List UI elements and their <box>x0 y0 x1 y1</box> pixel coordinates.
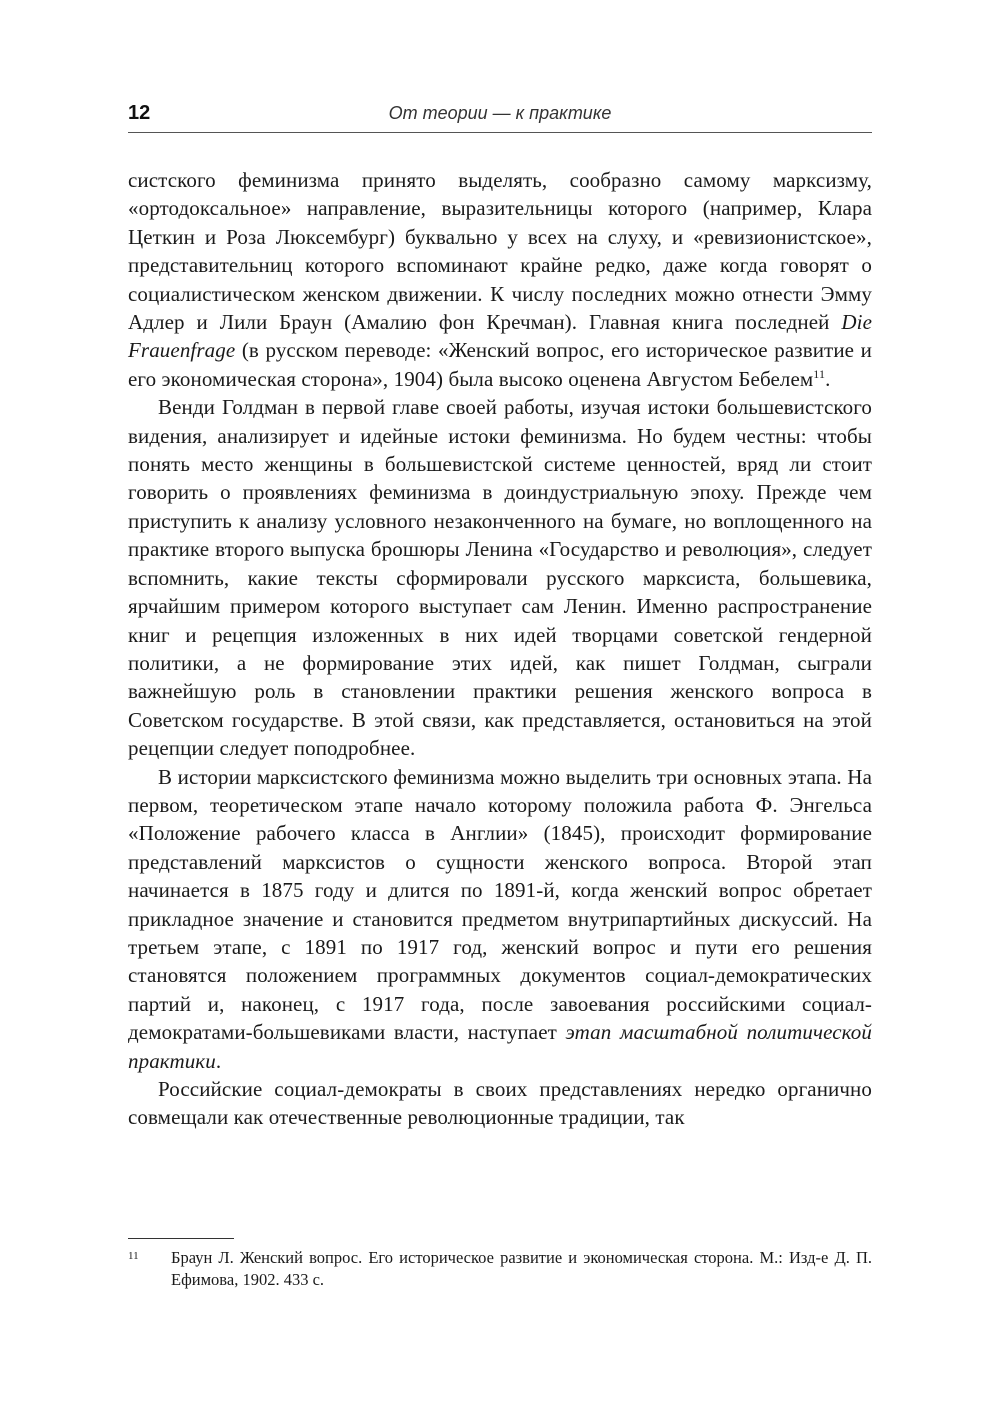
running-title: От теории — к практике <box>388 103 612 123</box>
paragraph-1-text-cont: (в русском переводе: «Женский вопрос, его историческое развитие и его экономическая сторона», 1904) была высоко оценена Августом Бебелем <box>128 338 872 391</box>
paragraph-1 <box>128 166 872 393</box>
footnote-divider <box>128 1238 234 1239</box>
footnote-text: Браун Л. Женский вопрос. Его историческое развитие и экономическая сторона. М.: Изд-е Д. П. Ефимова, 1902. 433 с. <box>171 1248 872 1289</box>
book-title-italic: Die Frauenfrage <box>128 310 872 363</box>
paragraph-3-end: . <box>215 1048 222 1073</box>
footnote-number: 11 <box>128 1250 139 1262</box>
page-number: 12 <box>128 102 151 124</box>
footnote-reference[interactable]: 11 <box>813 366 826 381</box>
main-text <box>128 166 872 1132</box>
footnote <box>128 1247 872 1291</box>
emphasis-italic: этап масштабной политической практики <box>128 1020 872 1073</box>
paragraph-3-text: В истории марксистского феминизма можно выделить три основных этапа. На первом, теоретическом этапе начало которому положила работа Ф. Энгельса «Положение рабочего класса в Англии» (1845), происходит формирование представлений марксистов о сущности женского вопроса. Второй этап начинается в 1875 году и длится по 1891-й, когда женский вопрос обретает прикладное значение и становится предметом внутрипартийных дискуссий. На третьем этапе, с 1891 по 1917 год, женский вопрос и пути его решения становятся положением программных документов социал-демократических партий и, наконец, с 1917 года, после завоевания российскими социал-демократами-большевиками власти, наступает <box>128 764 872 1045</box>
running-header <box>128 100 872 133</box>
paragraph-1-end: . <box>825 366 831 391</box>
paragraph-2: Венди Голдман в первой главе своей работы, изучая истоки большевистского видения, анализирует и идейные истоки феминизма. Но будем честны: чтобы понять место женщины в большевистской системе ценностей, вряд ли стоит говорить о проявлениях феминизма в доиндустриальную эпоху. Прежде чем приступить к анализу условного незаконченного на бумаге, но воплощенного на практике второго выпуска брошюры Ленина «Государство и революция», следует вспомнить, какие тексты сформировали русского марксиста, большевика, ярчайшим примером которого выступает сам Ленин. Именно распространение книг и рецепция изложенных в них идей творцами советской гендерной политики, а не формирование этих идей, как пишет Голдман, сыграли важнейшую роль в становлении практики решения женского вопроса в Советском государстве. В этой связи, как представляется, остановиться на этой рецепции следует поподробнее. <box>128 395 872 761</box>
paragraph-1-text: систского феминизма принято выделять, сообразно самому марксизму, «ортодоксальное» направление, выразительницы которого (например, Клара Цеткин и Роза Люксембург) буквально у всех на слуху, и «ревизионистское», представительниц которого вспоминают крайне редко, даже когда говорят о социалистическом женском движении. К числу последних можно отнести Эмму Адлер и Лили Браун (Амалию фон Кречман). Главная книга последней <box>128 168 872 335</box>
paragraph-4: Российские социал-демократы в своих представлениях нередко органично совмещали как отечественные революционные традиции, так <box>128 1077 872 1130</box>
paragraph-3 <box>128 763 872 1075</box>
